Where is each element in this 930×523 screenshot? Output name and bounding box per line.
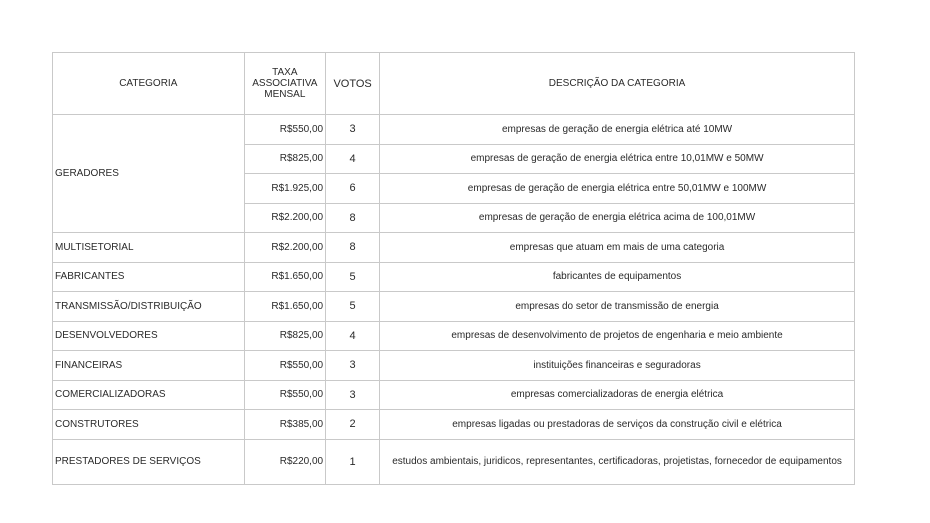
fee-cell: R$825,00 [244, 144, 326, 174]
fee-cell: R$825,00 [244, 321, 326, 351]
description-cell: empresas ligadas ou prestadoras de serviços da construção civil e elétrica [380, 410, 855, 440]
fee-cell: R$1.925,00 [244, 174, 326, 204]
fee-cell: R$220,00 [244, 439, 326, 484]
votes-cell: 6 [326, 174, 380, 204]
category-cell: GERADORES [53, 115, 245, 233]
category-cell: FINANCEIRAS [53, 351, 245, 381]
fee-cell: R$2.200,00 [244, 203, 326, 233]
header-descricao: DESCRIÇÃO DA CATEGORIA [380, 53, 855, 115]
votes-cell: 8 [326, 233, 380, 263]
fee-cell: R$1.650,00 [244, 292, 326, 322]
description-cell: instituições financeiras e seguradoras [380, 351, 855, 381]
table-row [53, 410, 855, 440]
table-row [53, 262, 855, 292]
category-cell: COMERCIALIZADORAS [53, 380, 245, 410]
votes-cell: 2 [326, 410, 380, 440]
votes-cell: 5 [326, 292, 380, 322]
votes-cell: 3 [326, 115, 380, 145]
header-taxa: TAXA ASSOCIATIVA MENSAL [244, 53, 326, 115]
table-row [53, 439, 855, 484]
category-cell: CONSTRUTORES [53, 410, 245, 440]
fee-cell: R$550,00 [244, 351, 326, 381]
votes-cell: 1 [326, 439, 380, 484]
votes-cell: 3 [326, 380, 380, 410]
description-cell: empresas que atuam em mais de uma categoria [380, 233, 855, 263]
fee-cell: R$1.650,00 [244, 262, 326, 292]
description-cell: empresas do setor de transmissão de energia [380, 292, 855, 322]
table-row [53, 351, 855, 381]
fee-cell: R$550,00 [244, 115, 326, 145]
category-cell: PRESTADORES DE SERVIÇOS [53, 439, 245, 484]
category-cell: DESENVOLVEDORES [53, 321, 245, 351]
table-row [53, 321, 855, 351]
categories-table [52, 52, 855, 485]
description-cell: empresas de desenvolvimento de projetos de engenharia e meio ambiente [380, 321, 855, 351]
votes-cell: 8 [326, 203, 380, 233]
table-row [53, 380, 855, 410]
table-row [53, 233, 855, 263]
fee-cell: R$550,00 [244, 380, 326, 410]
description-cell: empresas de geração de energia elétrica acima de 100,01MW [380, 203, 855, 233]
table-row [53, 115, 855, 145]
description-cell: empresas de geração de energia elétrica entre 50,01MW e 100MW [380, 174, 855, 204]
description-cell: estudos ambientais, juridicos, representantes, certificadoras, projetistas, fornecedor de equipamentos [380, 439, 855, 484]
header-row [53, 53, 855, 115]
table-row [53, 292, 855, 322]
votes-cell: 5 [326, 262, 380, 292]
description-cell: empresas de geração de energia elétrica até 10MW [380, 115, 855, 145]
category-cell: TRANSMISSÃO/DISTRIBUIÇÃO [53, 292, 245, 322]
votes-cell: 4 [326, 144, 380, 174]
fee-cell: R$385,00 [244, 410, 326, 440]
description-cell: fabricantes de equipamentos [380, 262, 855, 292]
category-cell: FABRICANTES [53, 262, 245, 292]
description-cell: empresas comercializadoras de energia elétrica [380, 380, 855, 410]
header-categoria: CATEGORIA [53, 53, 245, 115]
votes-cell: 3 [326, 351, 380, 381]
votes-cell: 4 [326, 321, 380, 351]
header-votos: VOTOS [326, 53, 380, 115]
fee-cell: R$2.200,00 [244, 233, 326, 263]
description-cell: empresas de geração de energia elétrica entre 10,01MW e 50MW [380, 144, 855, 174]
category-cell: MULTISETORIAL [53, 233, 245, 263]
